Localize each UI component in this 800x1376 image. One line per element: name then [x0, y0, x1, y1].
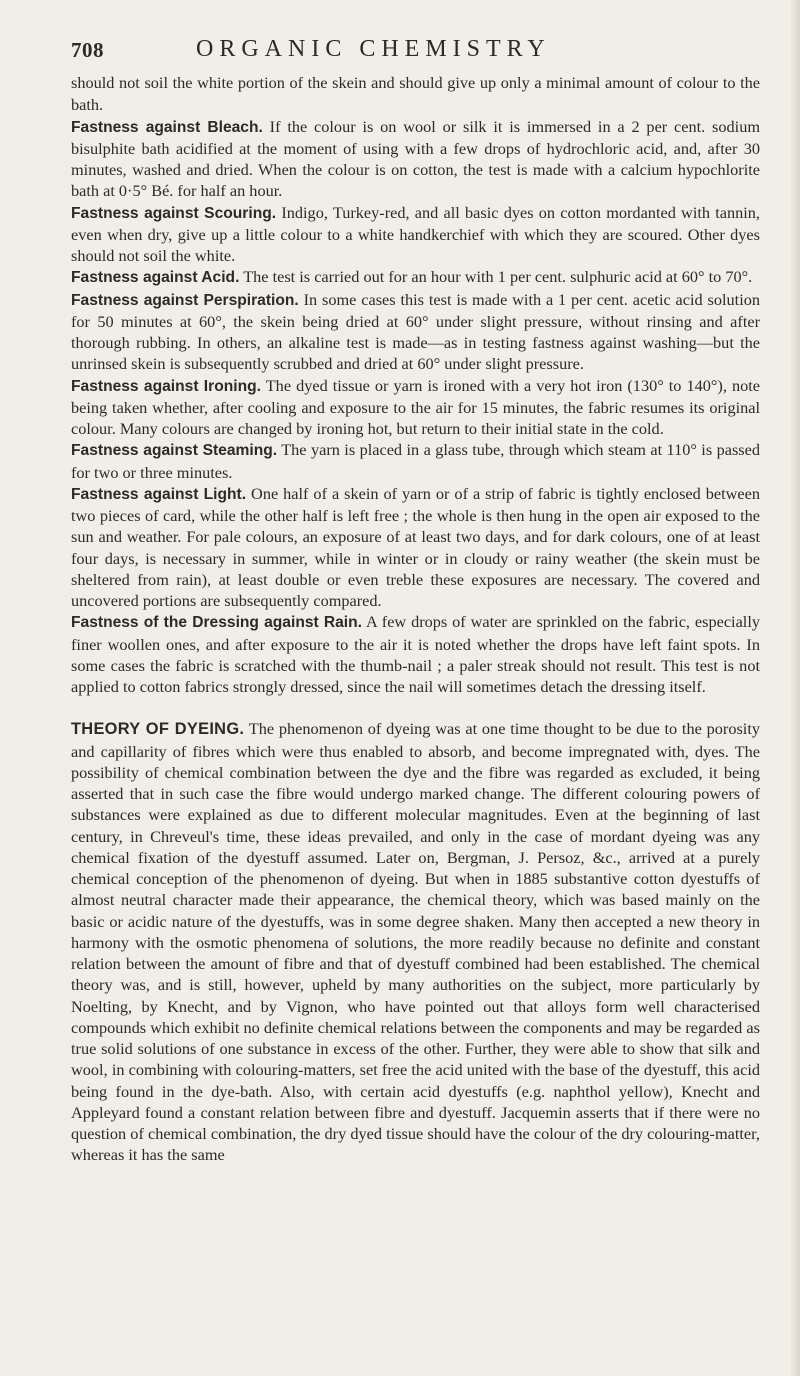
paragraph-heading: Fastness against Perspiration.	[71, 291, 299, 309]
running-title: ORGANIC CHEMISTRY	[196, 36, 551, 62]
paragraph-heading: Fastness against Bleach.	[71, 118, 263, 136]
paragraph-text: If the colour is on wool or silk it is immersed in a 2 per cent. sodium bisulphite bath acidified at the moment of using with a few drops of hydrochloric acid, and, after 30 minutes, washed and dried. When the colour is on cotton, the test is made with a calcium hypochlorite bath at 0·5° Bé. for half an hour.	[71, 116, 760, 201]
paragraph-text: One half of a skein of yarn or of a strip of fabric is tightly enclosed between two pieces of card, while the other half is left free ; the whole is then hung in the open air exposed to the sun and weather. For pale colours, an exposure of at least two days, and for dark colours, one of at least four days, is necessary in summer, while in winter or in cloudy or rainy weather (the skein must be sheltered from rain), at least double or even treble these exposures are necessary. The covered and uncovered portions are subsequently compared.	[71, 483, 760, 610]
paragraph-text: The test is carried out for an hour with 1 per cent. sulphuric acid at 60° to 70°.	[239, 267, 753, 287]
paragraph-continuation	[71, 72, 760, 116]
paragraph-text: The dyed tissue or yarn is ironed with a very hot iron (130° to 140°), note being taken whether, after cooling and exposure to the air for 15 minutes, the fabric resumes its original colour. Many colours are changed by ironing hot, but return to their initial state in the cold.	[71, 375, 760, 438]
paragraph-heading: Fastness against Steaming.	[71, 442, 278, 460]
paragraph-steaming	[71, 439, 760, 483]
page-number: 708	[71, 38, 104, 62]
paragraph-light	[71, 483, 760, 612]
paragraph-text: should not soil the white portion of the skein and should give up only a minimal amount of colour to the bath.	[71, 73, 760, 115]
paragraph-ironing	[71, 375, 760, 440]
paragraph-heading: Fastness of the Dressing against Rain.	[71, 614, 362, 632]
page-edge-shadow	[790, 0, 800, 1376]
paragraph-heading: Fastness against Light.	[71, 485, 247, 503]
page-body	[71, 72, 760, 1166]
paragraph-rain	[71, 611, 760, 697]
paragraph-heading: Fastness against Scouring.	[71, 204, 277, 222]
paragraph-text: Indigo, Turkey-red, and all basic dyes on cotton mordanted with tannin, even when dry, give up a little colour to a white handkerchief with which they are scoured. Other dyes should not soil the white.	[71, 202, 760, 265]
paragraph-text: The yarn is placed in a glass tube, through which steam at 110° is passed for two or three minutes.	[71, 440, 760, 482]
paragraph-heading: Fastness against Acid.	[71, 269, 240, 287]
paragraph-theory-of-dyeing	[71, 718, 760, 1165]
paragraph-bleach	[71, 116, 760, 202]
paragraph-scouring	[71, 202, 760, 267]
section-gap	[71, 697, 760, 718]
paragraph-text: A few drops of water are sprinkled on the fabric, especially finer woollen ones, and after exposure to the air it is noted whether the drops have left faint spots. In some cases the fabric is scratched with the thumb-nail ; a paler streak should not result. This test is not applied to cotton fabrics strongly dressed, since the nail will sometimes detach the dressing itself.	[71, 612, 760, 696]
paragraph-perspiration	[71, 289, 760, 375]
paragraph-text: In some cases this test is made with a 1 per cent. acetic acid solution for 50 minutes at 60°, the skein being dried at 60° under slight pressure, without rinsing and after thorough rubbing. In others, an alkaline test is made—as in testing fastness against washing—but the unrinsed skein is subsequently scrubbed and dried at 60° under slight pressure.	[71, 289, 760, 374]
paragraph-acid	[71, 266, 760, 288]
paragraph-text: The phenomenon of dyeing was at one time thought to be due to the porosity and capillarity of fibres which were thus enabled to absorb, and become impregnated with, dyes. The possibility of chemical combination between the dye and the fibre was regarded as excluded, it being asserted that in such case the fibre would undergo marked change. The different colouring powers of substances were explained as due to different molecular magnitudes. Even at the beginning of last century, in Chreveul's time, these ideas prevailed, and only in the case of mordant dyeing was any chemical fixation of the dyestuff assumed. Later on, Bergman, J. Persoz, &c., arrived at a purely chemical conception of the phenomenon of dyeing. But when in 1885 substantive cotton dyestuffs of almost neutral character made their appearance, the chemical theory, which was based mainly on the basic or acidic nature of the dyestuffs, was in some degree shaken. Many then accepted a new theory in harmony with the osmotic phenomena of solutions, the more readily because no definite and constant relation between the amount of fibre and that of dyestuff combined had been established. The chemical theory was, and is still, however, upheld by many authorities on the subject, more particularly by Noelting, by Knecht, and by Vignon, who have pointed out that alloys form well characterised compounds which exhibit no definite chemical relations between the components and may be regarded as true solid solutions of one substance in excess of the other. Further, they were able to show that silk and wool, in combining with colouring-matters, set free the acid united with the base of the dyestuff, this acid being found in the dye-bath. Also, with certain acid dyestuffs (e.g. naphthol yellow), Knecht and Appleyard found a constant relation between fibre and dyestuff. Jacquemin asserts that if there were no question of chemical combination, the dry dyed tissue should have the colour of the dry colouring-matter, whereas it has the same	[71, 719, 760, 1165]
section-heading: THEORY OF DYEING.	[71, 720, 245, 739]
page-header	[71, 38, 760, 72]
paragraph-heading: Fastness against Ironing.	[71, 377, 261, 395]
